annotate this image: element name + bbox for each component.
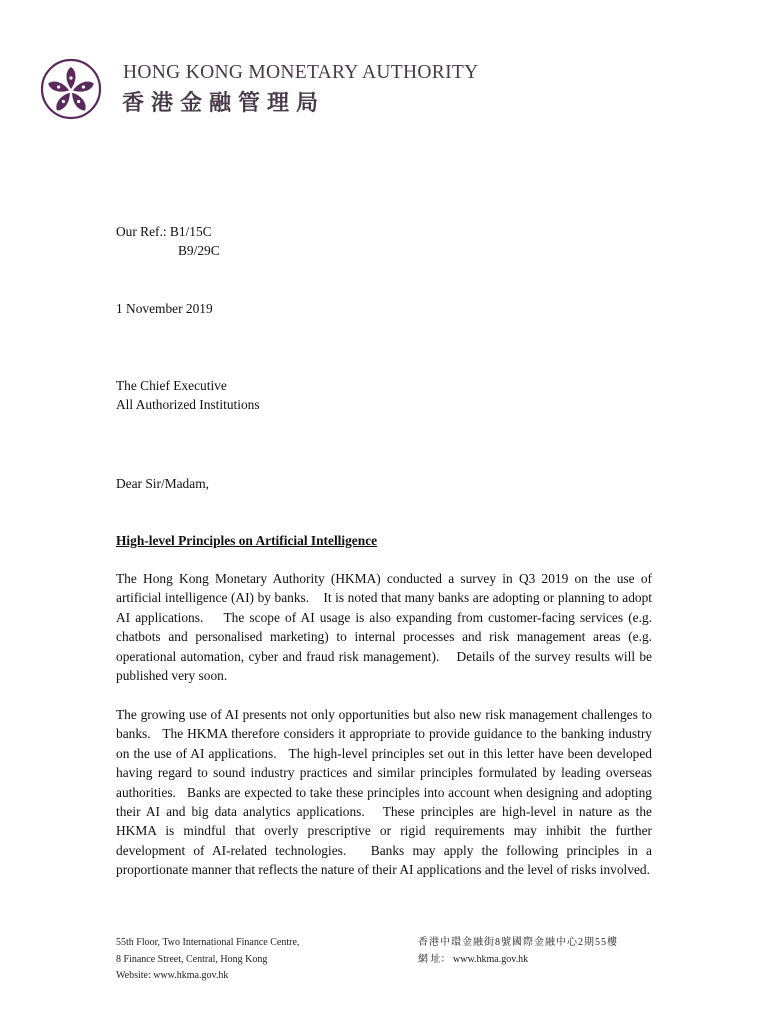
addressee-line-2: All Authorized Institutions [116,397,260,413]
org-name-zh: 香港金融管理局 [122,91,326,116]
paragraph-1: The Hong Kong Monetary Authority (HKMA) conducted a survey in Q3 2019 on the use of artificial intelligence (AI) by banks. It is noted that many banks are adopting or planning to adopt AI applications. The scope of AI usage is also expanding from customer-facing services (e.g. chatbots and personalised marketing) to internal processes and risk management areas (e.g. operational automation, cyber and fraud risk management). Details of the survey results will be published very soon. [116,571,656,684]
bauhinia-flower-logo [40,58,102,120]
reference-block [116,222,652,261]
paragraph-2: The growing use of AI presents not only opportunities but also new risk management challenges to banks. The HKMA therefore considers it appropriate to provide guidance to the banking industry on the use of AI applications. The high-level principles set out in this letter have been developed having regard to sound industry practices and similar principles formulated by leading overseas authorities. Banks are expected to take these principles into account when designing and adopting their AI and big data analytics applications. These principles are high-level in nature as the HKMA is mindful that overly prescriptive or rigid requirements may inhibit the further development of AI-related technologies. Banks may apply the following principles in a proportionate manner that reflects the nature of their AI applications and the level of risks involved. [116,707,656,878]
addressee-block [116,376,652,415]
footer-website-zh: 網 址： www.hkma.gov.hk [418,953,529,965]
org-name-en: HONG KONG MONETARY AUTHORITY [123,62,479,83]
footer-address-zh [418,935,618,968]
salutation: Dear Sir/Madam, [116,476,209,491]
footer-address-zh-line: 香港中環金融街8號國際金融中心2期55樓 [418,937,618,948]
addressee-line-1: The Chief Executive [116,378,227,393]
footer-address-en [116,935,299,985]
footer-address-line-1: 55th Floor, Two International Finance Centre, [116,937,300,948]
reference-line-2: B9/29C [178,243,220,259]
letter-date: 1 November 2019 [116,301,213,316]
reference-line-1: Our Ref.: B1/15C [116,224,212,239]
footer-address-line-2: 8 Finance Street, Central, Hong Kong [116,953,268,965]
subject-heading: High-level Principles on Artificial Intelligence [116,533,378,548]
letterhead [40,56,540,122]
footer-website-en: Website: www.hkma.gov.hk [116,970,229,981]
